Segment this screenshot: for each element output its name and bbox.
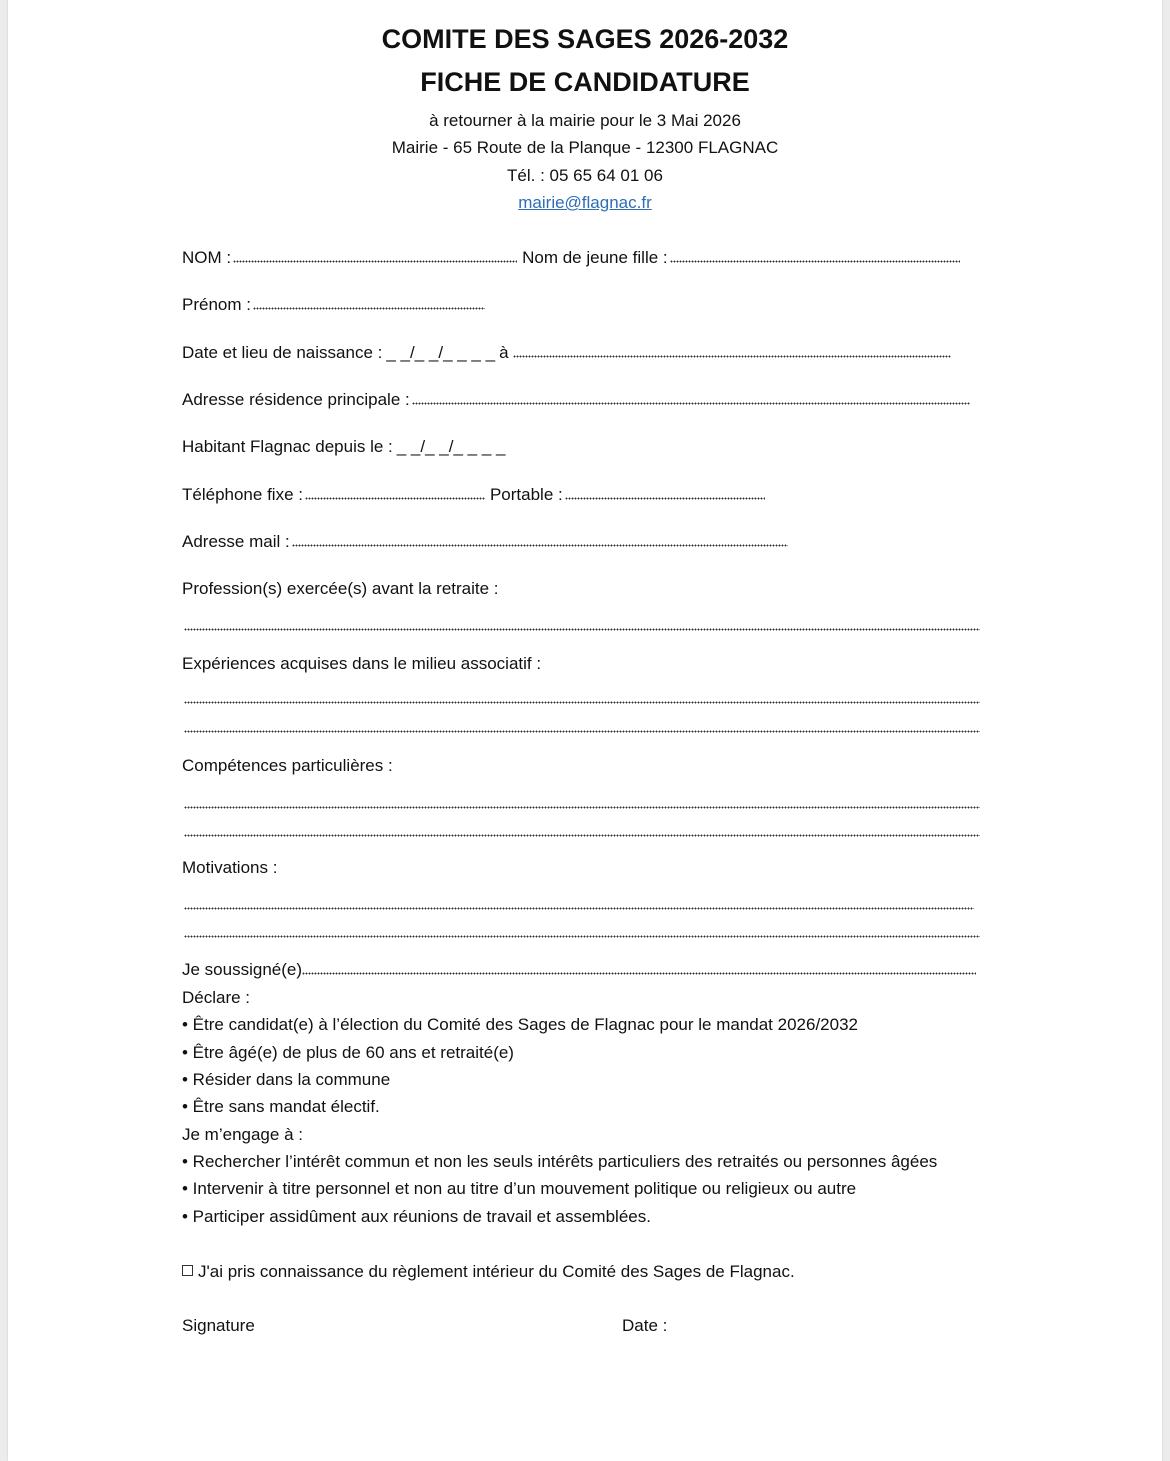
jeune-fille-label: Nom de jeune fille : [522,248,668,267]
nom-field[interactable] [233,260,517,263]
declare-label: Déclare : [182,988,251,1007]
competences-label: Compétences particulières : [182,756,393,775]
competences-line-1 [184,806,980,809]
declare-item-3: • Résider dans la commune [182,1070,391,1089]
jeune-fille-field[interactable] [670,260,960,263]
naissance-lieu-field[interactable] [513,355,951,358]
adresse-row [182,390,972,410]
declare-item-4: • Être sans mandat électif. [182,1097,380,1116]
profession-line [184,628,980,631]
signature-label: Signature [182,1316,255,1335]
habitant-date-field[interactable]: _ _/_ _/_ _ _ _ [396,437,506,456]
engage-item-3: • Participer assidûment aux réunions de travail et assemblées. [182,1207,651,1226]
motivations-line-1 [184,907,974,910]
nom-row [182,248,962,268]
mairie-email-link[interactable]: mairie@flagnac.fr [518,193,652,212]
portable-field[interactable] [565,497,765,500]
experiences-field-2[interactable] [184,720,980,723]
engage-item-2: • Intervenir à titre personnel et non au titre d’un mouvement politique ou religieux ou autre [182,1179,857,1198]
mairie-phone: Tél. : 05 65 64 01 06 [507,166,663,185]
experiences-label: Expériences acquises dans le milieu associatif : [182,654,542,673]
prenom-row [182,295,487,315]
experiences-field-1[interactable] [184,691,980,694]
form-subtitle: FICHE DE CANDIDATURE [420,67,750,97]
soussigne-label: Je soussigné(e) [182,960,303,979]
naissance-label: Date et lieu de naissance : [182,343,383,362]
tel-fixe-field[interactable] [305,497,485,500]
competences-field-2[interactable] [184,824,980,827]
motivations-label: Motivations : [182,858,278,877]
motivations-field-2[interactable] [184,925,980,928]
reglement-text: J'ai pris connaissance du règlement intérieur du Comité des Sages de Flagnac. [198,1262,795,1281]
reglement-checkbox[interactable] [182,1265,193,1276]
soussigne-field[interactable] [302,972,976,975]
form-title: COMITE DES SAGES 2026-2032 [381,24,789,54]
telephone-row [182,485,767,505]
competences-field-1[interactable] [184,796,980,799]
profession-field[interactable] [184,618,980,621]
portable-label: Portable : [489,485,563,504]
naissance-a-label: à [499,343,509,362]
motivations-field-1[interactable] [184,897,974,900]
experiences-line-2 [184,730,980,733]
engage-label: Je m’engage à : [182,1125,303,1144]
motivations-line-2 [184,935,980,938]
return-note: à retourner à la mairie pour le 3 Mai 2026 [429,111,741,130]
declare-item-2: • Être âgé(e) de plus de 60 ans et retraité(e) [182,1043,514,1062]
mairie-address: Mairie - 65 Route de la Planque - 12300 FLAGNAC [391,138,779,157]
prenom-label: Prénom : [182,295,251,314]
habitant-label: Habitant Flagnac depuis le : [182,437,393,456]
adresse-label: Adresse résidence principale : [182,390,410,409]
mail-label: Adresse mail : [182,532,290,551]
prenom-field[interactable] [253,307,485,310]
habitant-row [182,437,505,457]
naissance-row [182,343,953,363]
nom-label: NOM : [182,248,232,267]
competences-line-2 [184,834,980,837]
naissance-date-field[interactable]: _ _/_ _/_ _ _ _ [386,343,496,362]
experiences-line-1 [184,701,980,704]
profession-label: Profession(s) exercée(s) avant la retraite : [182,579,499,598]
engage-item-1: • Rechercher l’intérêt commun et non les seuls intérêts particuliers des retraités ou personnes âgées [182,1152,938,1171]
adresse-field[interactable] [412,402,970,405]
soussigne-row [182,960,978,980]
mail-row [182,532,790,552]
reglement-row [182,1262,795,1282]
tel-fixe-label: Téléphone fixe : [182,485,303,504]
date-label: Date : [622,1316,668,1335]
mail-field[interactable] [292,544,788,547]
declare-item-1: • Être candidat(e) à l’élection du Comité des Sages de Flagnac pour le mandat 2026/2032 [182,1015,858,1034]
mairie-email-wrap [8,193,1162,213]
document-page [8,0,1162,1461]
